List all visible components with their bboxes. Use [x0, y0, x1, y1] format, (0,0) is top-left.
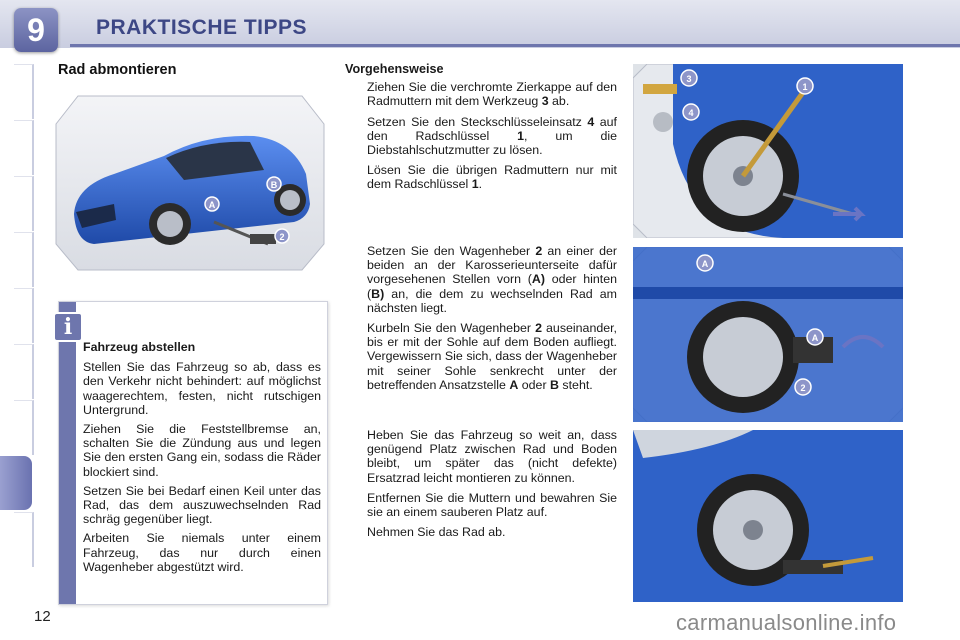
info-paragraph: Ziehen Sie die Feststellbremse an, schalten Sie die Zündung aus und legen Sie den ersten Gang ein, sodass die Räder blockiert sind. [83, 422, 321, 479]
info-paragraph: Arbeiten Sie niemals unter einem Fahrzeug, das nur durch einen Wagenheber abgestützt wird. [83, 531, 321, 574]
chapter-tab[interactable] [14, 400, 34, 455]
chapter-tab-active[interactable] [0, 456, 32, 510]
photo1-label-4: 4 [688, 108, 694, 118]
info-icon: i [53, 312, 83, 342]
info-paragraph: Stellen Sie das Fahrzeug so ab, dass es den Verkehr nicht behindert: auf möglichst waagerechtem, festen, nicht rutschigen Untergrund. [83, 360, 321, 417]
chapter-tab[interactable] [14, 232, 34, 287]
info-strip [59, 302, 76, 604]
step-item: Nehmen Sie das Rad ab. [367, 525, 506, 540]
chapter-tab[interactable] [14, 344, 34, 399]
photo1-label-1: 1 [802, 82, 808, 92]
page-number: 12 [34, 608, 51, 625]
label-2: 2 [279, 232, 285, 242]
chapter-badge: 9 [14, 8, 58, 52]
step-item: Lösen Sie die übrigen Radmuttern nur mit dem Radschlüssel 1. [367, 163, 617, 192]
photo2-label-2: 2 [800, 383, 806, 393]
step-item: Kurbeln Sie den Wagenheber 2 auseinander, bis er mit der Sohle auf dem Boden aufliegt. Vergewissern Sie sich, dass der Wagenheber mit seiner Sohle senkrecht unter der betreffenden Ansatzstelle A oder B steht. [367, 321, 617, 392]
label-a: A [208, 200, 216, 210]
procedure-title: Vorgehensweise [345, 62, 444, 76]
car-illustration [54, 94, 326, 272]
label-b: B [270, 180, 278, 190]
chapter-tab[interactable] [14, 288, 34, 343]
photo-raise-vehicle [633, 430, 903, 602]
step-item: Entfernen Sie die Muttern und bewahren Sie sie an einem sauberen Platz auf. [367, 490, 617, 520]
photo-loosen-nuts [633, 64, 903, 238]
info-paragraph: Setzen Sie bei Bedarf einen Keil unter das Rad, das dem auszuwechselnden Rad schräg gegenüber liegt. [83, 483, 321, 527]
step-item: Setzen Sie den Wagenheber 2 an einer der beiden an der Karosserieunterseite dafür vorgesehenen Stellen vorn (A) oder hinten (B) an, die dem zu wechselnden Rad am nächsten liegt. [367, 244, 617, 315]
chapter-tabs [0, 64, 34, 580]
step-item: Heben Sie das Fahrzeug so weit an, dass genügend Platz zwischen Rad und Boden bleibt, um später das (nicht defekte) Ersatzrad leicht montieren zu können. [367, 428, 617, 485]
step-item: Ziehen Sie die verchromte Zierkappe auf den Radmuttern mit dem Werkzeug 3 ab. [367, 80, 617, 109]
chapter-tab[interactable] [14, 64, 34, 119]
section-title: Rad abmontieren [58, 62, 177, 78]
procedure-section [345, 62, 617, 198]
step-item: Setzen Sie den Steckschlüsseleinsatz 4 auf den Radschlüssel 1, um die Diebstahlschutzmutter zu lösen. [367, 114, 618, 158]
photo2-label-a: A [811, 333, 819, 343]
procedure-lift-section [345, 428, 617, 545]
chapter-tab[interactable] [14, 512, 34, 567]
photo2-label-a-top: A [701, 259, 709, 269]
photo-jack-placement [633, 247, 903, 422]
page-title: PRAKTISCHE TIPPS [96, 16, 308, 39]
photo1-label-3: 3 [686, 74, 692, 84]
procedure-jack-section [345, 244, 617, 398]
watermark: carmanualsonline.info [676, 610, 897, 635]
info-content [83, 340, 321, 579]
info-box [58, 301, 328, 605]
chapter-tab[interactable] [14, 176, 34, 231]
info-title: Fahrzeug abstellen [83, 340, 196, 354]
header-rule [70, 44, 960, 47]
chapter-tab[interactable] [14, 120, 34, 175]
